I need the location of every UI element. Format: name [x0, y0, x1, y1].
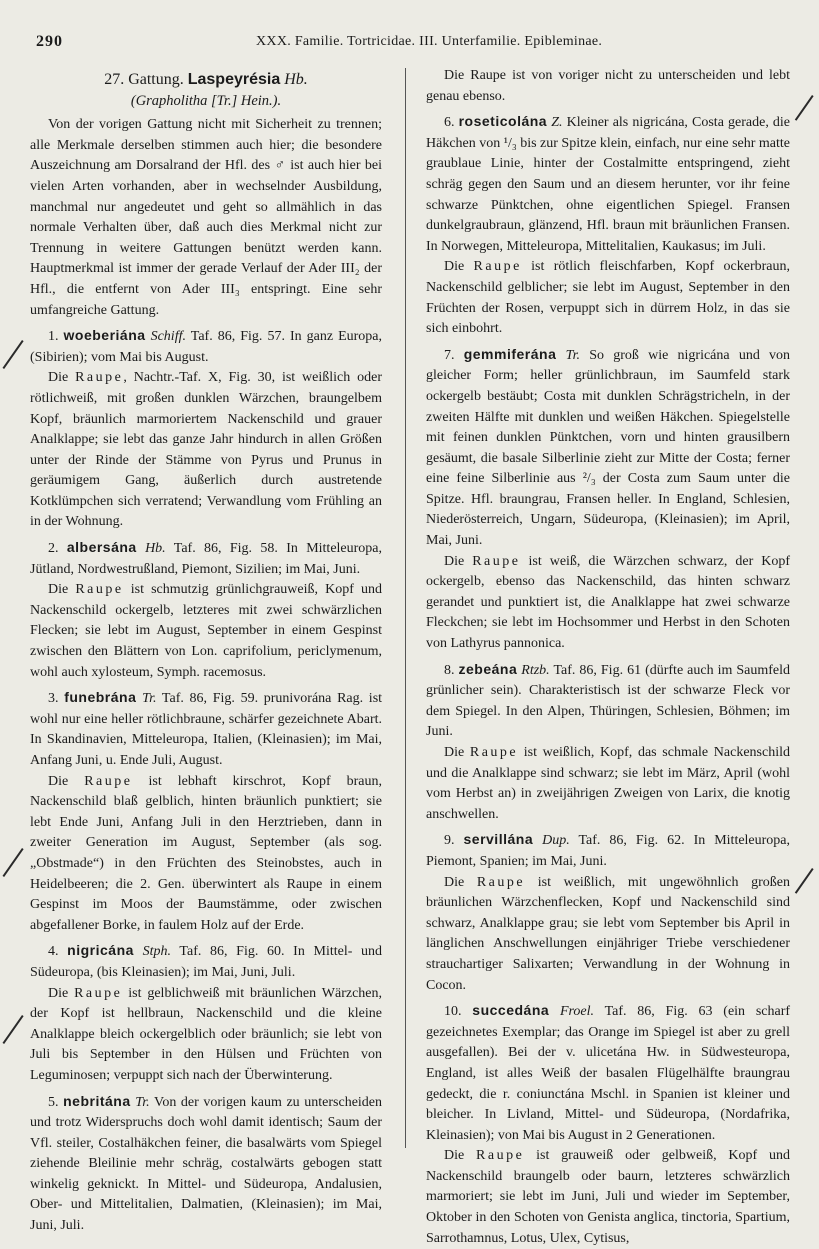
larva-description: ist lebhaft kirschrot, Kopf braun, Nackenschild blaß gelblich, hinten bräunlich punktiert; sie lebt Ende Juni, Anfang Juli in den Herztrieben, dann in zweiter Generation im August, September (als sog. „Obstmade“) in den Früchten des Steinobstes, auch in Heidelbeeren; die 2. Gen. überwintert als Raupe in einem Gespinst im Moos der Baumstämme, oder zwischen abgefallener Borke, in faulem Holz auf der Erde.: [30, 773, 382, 933]
pencil-mark: [2, 1015, 23, 1044]
pencil-mark: [2, 340, 23, 369]
larva-description: , Nachtr.-Taf. X, Fig. 30, ist weißlich oder rötlichweiß, mit großen dunklen Wärzchen, braungelbem Kopf, bräunlich marmoriertem Nackenschild und grauer Analklappe; sie lebt das ganze Jahr hindurch in allen Größen unter der Rinde der Stämme von Pyrus und Prunus in geräumigem Gang, äußerlich durch austretende Kotklümpchen sich verratend; Verwandlung vom Frühling an in der Wohnung.: [30, 370, 382, 530]
species-entry: [426, 1000, 790, 1249]
species-author: Hb.: [145, 541, 166, 557]
raupe-word: Raupe: [473, 259, 522, 275]
genus-number: 27. Gattung.: [104, 71, 184, 88]
species-entry: [426, 344, 790, 655]
raupe-word: Raupe: [84, 773, 133, 789]
running-title: XXX. Familie. Tortricidae. III. Unterfamilie. Epibleminae.: [256, 34, 603, 49]
left-column: [30, 66, 382, 1237]
species-name: funebrána: [64, 689, 137, 706]
species-entry: [30, 325, 382, 533]
species-author: Tr.: [565, 347, 581, 363]
species-name: servillána: [463, 831, 534, 848]
genus-author: Hb.: [284, 71, 308, 88]
species-author: Stph.: [142, 944, 171, 960]
genus-name: Laspeyrésia: [187, 71, 281, 88]
species-author: Tr.: [142, 691, 157, 707]
species-author: Froel.: [559, 1004, 595, 1020]
larva-lead: Die: [444, 874, 465, 890]
raupe-word: Raupe: [472, 553, 521, 569]
species-name: roseticolána: [458, 113, 548, 130]
raupe-word: Raupe: [476, 874, 526, 890]
larva-lead: Die: [48, 985, 69, 1001]
larva-description: ist weiß, die Wärzchen schwarz, der Kopf ockergelb, ebenso das Nackenschild, das hinten schwarz gerandet und punktiert ist, die Analklappe hat zwei schwarze Fleckchen; sie lebt im Hochsommer und Herbst in den Schoten von Lathyrus pannonica.: [426, 553, 790, 652]
species-author: Rtzb.: [521, 662, 550, 678]
column-divider: [405, 68, 406, 1148]
species-description: Taf. 86, Fig. 62. In Mitteleuropa, Piemont, Spanien; im Mai, Juni.: [426, 833, 791, 869]
species-description: Taf. 86, Fig. 61 (dürfte auch im Saumfeld grünlicher sein). Charakteristisch ist der schwarze Fleck vor dem Spiegel. In den Alpen, Thüringen, Schlesien, Böhmen; im Juni.: [426, 662, 791, 740]
larva-lead: Die: [48, 370, 69, 386]
raupe-word: Raupe: [75, 582, 124, 598]
species-entry: [30, 537, 382, 683]
larva-lead: Die: [48, 582, 69, 598]
species-number: 7.: [444, 347, 455, 363]
species-entry: [30, 940, 382, 1086]
species-name: nigricána: [67, 942, 134, 959]
species-author: Z.: [551, 115, 563, 131]
species-description: So groß wie nigricána und von gleicher Form; heller grünlichbraun, im Saumfeld stark ockergelb bestäubt; Costa mit dunklen Schrägstricheln, in der zweiten Hälfte mit dunklen und weißen Häkchen. Spiegelstelle mit feinen dunklen Pünktchen, vorn und hinten grausilbern gesäumt, die basale Silberlinie zieht zur Mitte der Costa; ferner eine feine Silberlinie aus ²/₃ der Costa zum Saum unter die Spitze. Hfl. braungrau, Fransen heller. In England, Schlesien, Niederösterreich, Ungarn, Südeuropa, (Kleinasien); im April, Mai, Juni.: [426, 347, 791, 549]
genus-synonym: (Grapholitha [Tr.] Hein.).: [130, 92, 282, 109]
species-description: Taf. 86, Fig. 57. In ganz Europa, (Sibirien); vom Mai bis August.: [30, 329, 383, 365]
species-number: 2.: [48, 541, 59, 557]
genus-heading: [30, 70, 382, 91]
species-description: Taf. 86, Fig. 59. prunivorána Rag. ist wohl nur eine heller rötlichbraune, schärfer gezeichnete Abart. In Skandinavien, Mitteleuropa, Italien, (Kleinasien); im Mai, Anfang Juni, u. Ende Juli, August.: [30, 691, 383, 768]
species-entry: [426, 659, 790, 826]
continued-larva-note: Die Raupe ist von voriger nicht zu unterscheiden und lebt genau ebenso.: [426, 68, 790, 104]
pencil-mark: [795, 868, 814, 894]
species-number: 8.: [444, 662, 455, 678]
larva-description: ist grauweiß oder gelbweiß, Kopf und Nackenschild braungelb oder baurn, letzteres schwärzlich marmoriert; sie lebt im Juni, Juli und wieder im September, Oktober in den Schoten von Genista anglica, tinctoria, Spartium, Sarrothamnus, Lotus, Ulex, Cytisus,: [426, 1148, 791, 1246]
species-author: Dup.: [542, 833, 570, 849]
species-number: 3.: [48, 691, 59, 707]
species-number: 9.: [444, 833, 455, 849]
species-description: Von der vorigen kaum zu unterscheiden und trotz Widerspruchs doch wohl damit identisch; Saum der Vfl. steiler, Costalhäkchen feiner, die basalwärts vom Spiegel ziehende Bleilinie mehr schräg, costalwärts gebogen statt winkelig geknickt. In Mittel- und Südeuropa, Andalusien, Ober- und Mittelitalien, Dalmatien, (Kleinasien); im Mai, Juni, Juli.: [30, 1094, 383, 1234]
larva-description: ist rötlich fleischfarben, Kopf ockerbraun, Nackenschild gelblicher; sie lebt im August, September in den Früchten der Rosen, verpuppt sich in dürrem Holz, in das sie sich einbohrt.: [426, 259, 791, 337]
species-description: Kleiner als nigricána, Costa gerade, die Häkchen von ¹/₃ bis zur Spitze klein, einfach, nur eine sehr matte graublaue Linie, hinter der Costalmitte entspringend, zieht schräg gegen den Saum und an diesem herunter, vor ihr feine schwarze Pünktchen, ohne eigentlichen Spiegel. Fransen dunkelgraubraun, glänzend, Hfl. braun mit bräunlichen Fransen. In Norwegen, Mitteleuropa, Mittelitalien, Kaukasus; im Juli.: [426, 115, 791, 254]
species-number: 1.: [48, 329, 59, 345]
species-name: nebritána: [63, 1092, 131, 1109]
larva-lead: Die: [48, 773, 69, 789]
larva-lead: Die: [444, 259, 465, 275]
larva-lead: Die: [444, 745, 465, 760]
larva-description: ist gelblichweiß mit bräunlichen Wärzchen, der Kopf ist hellbraun, Nackenschild und die kleine Analklappe bleich ockergelblich oder bräunlich; sie lebt von Juli bis September in den Hülsen und Früchten von Leguminosen; verpuppt sich nach der Überwinterung.: [30, 985, 382, 1083]
right-column: [426, 66, 790, 1249]
species-name: woeberiána: [63, 327, 146, 344]
larva-description: ist weißlich, mit ungewöhnlich großen bräunlichen Wärzchenflecken, Kopf und Nackenschild sind schwarz, Analklappe grau; sie lebt vom September bis April in länglichen Anschwellungen einjähriger Triebe verschiedener strauchartiger Salixarten; Verwandlung in der Wohnung in Cocon.: [426, 874, 791, 993]
species-name: gemmiferána: [463, 345, 557, 362]
species-number: 10.: [444, 1004, 462, 1020]
species-entry: [30, 687, 382, 936]
species-entry: [30, 1091, 382, 1237]
species-entry: [426, 111, 790, 340]
genus-intro: Von der vorigen Gattung nicht mit Sicherheit zu trennen; alle Merkmale derselben stimmen auch hier; die besondere Auszeichnung am Dorsalrand der Hfl. des ♂ ist auch hier bei vielen Arten vorhanden, aber in wechselnder Ausbildung, manchmal nur angedeutet und geht so allmählich in das normale Verhalten über, daß auch dies Merkmal nicht zur Trennung in weitere Gattungen benützt werden kann. Hauptmerkmal ist immer der gerade Verlauf der Ader III₂ der Hfl., die entfernt von Ader III₃ entspringt. Eine sehr umfangreiche Gattung.: [30, 117, 382, 318]
raupe-word: Raupe: [74, 985, 123, 1001]
larva-description: ist weißlich, Kopf, das schmale Nackenschild und die Analklappe sind schwarz; sie lebt im März, April (wohl vom Herbst an) in zweijährigen Zweigen von Larix, die knotig anschwellen.: [426, 745, 790, 822]
raupe-word: Raupe: [75, 370, 124, 386]
species-description: Taf. 86, Fig. 58. In Mitteleuropa, Jütland, Nordwestrußland, Piemont, Sizilien; im Mai, Juni.: [30, 541, 383, 577]
larva-description: ist schmutzig grünlichgrauweiß, Kopf und Nackenschild ockergelb, letzteres mit zwei schwärzlichen Flecken; sie lebt im August, September in einem Gespinst zwischen den Blättern von Lon. caprifolium, periclymenum, wohl auch xylosteum, Symph. racemosus.: [30, 582, 383, 680]
larva-lead: Die: [444, 1148, 465, 1164]
species-description: Taf. 86, Fig. 60. In Mittel- und Südeuropa, (bis Kleinasien); im Mai, Juni, Juli.: [30, 944, 383, 980]
larva-lead: Die: [444, 553, 465, 569]
species-author: Tr.: [135, 1094, 150, 1110]
species-entry: [426, 829, 790, 996]
pencil-mark: [795, 95, 814, 121]
species-name: albersána: [66, 539, 137, 556]
raupe-word: Raupe: [476, 1148, 525, 1164]
species-number: 4.: [48, 944, 59, 960]
page-header: [36, 33, 796, 55]
species-description: Taf. 86, Fig. 63 (ein scharf gezeichnetes Exemplar; das Orange im Spiegel ist aber zu grell ausgefallen). Bei der v. ulicetána Hw. in Südwesteuropa, England, ist alles Weiß der basalen Flügelhälfte braungrau gedeckt, die r. coniunctána Mschl. in Spanien ist kleiner und bleicher. In Livland, Mittel- und Südeuropa, (Nordafrika, Kleinasien); von Mai bis August in 2 Generationen.: [426, 1004, 791, 1143]
pencil-mark: [2, 848, 23, 877]
species-name: zebeána: [458, 660, 518, 677]
species-author: Schiff.: [150, 329, 186, 345]
species-number: 6.: [444, 115, 455, 131]
species-number: 5.: [48, 1094, 59, 1110]
raupe-word: Raupe: [469, 745, 519, 760]
species-name: succedána: [472, 1002, 550, 1019]
page-number: 290: [36, 33, 63, 50]
